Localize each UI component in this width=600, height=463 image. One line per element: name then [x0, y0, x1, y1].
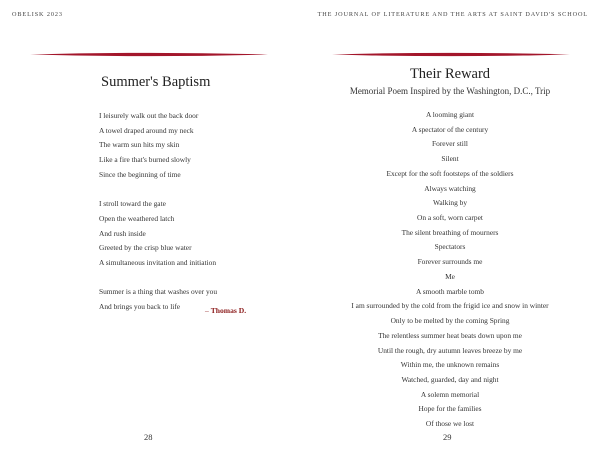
poem-body-left	[99, 111, 289, 317]
poem-line: Walking by	[432, 198, 468, 208]
right-page	[300, 0, 600, 463]
poem-body-right	[300, 110, 600, 434]
poem-line: The warm sun hits my skin	[99, 140, 180, 150]
poem-subtitle: Memorial Poem Inspired by the Washington, D.C., Trip	[349, 86, 551, 96]
author-credit	[205, 306, 246, 315]
poem-line: I am surrounded by the cold from the frigid ice and snow in winter	[351, 301, 549, 311]
poem-line: A towel draped around my neck	[99, 125, 194, 135]
poem-line: On a soft, worn carpet	[417, 213, 483, 223]
running-head-right: THE JOURNAL OF LITERATURE AND THE ARTS AT SAINT DAVID'S SCHOOL	[317, 11, 588, 18]
poem-line: Open the weathered latch	[99, 213, 175, 223]
decorative-rule-left	[30, 52, 268, 57]
poem-line: Watched, guarded, day and night	[401, 374, 499, 384]
poem-line: Me	[445, 271, 455, 281]
poem-line: Of those we lost	[425, 419, 475, 429]
poem-line: Silent	[441, 154, 459, 164]
poem-title-left: Summer's Baptism	[101, 74, 211, 90]
poem-line: A looming giant	[425, 110, 475, 119]
poem-line: I leisurely walk out the back door	[99, 111, 199, 120]
author-dash: –	[205, 306, 209, 315]
running-head-left: OBELISK 2023	[12, 11, 63, 18]
poem-line: And brings you back to life	[99, 301, 181, 311]
page-number-left: 28	[144, 432, 153, 442]
stanza-break	[99, 184, 289, 199]
poem-title-right: Their Reward	[409, 66, 491, 82]
poem-line: The silent breathing of mourners	[401, 227, 499, 237]
page-number-right: 29	[443, 432, 452, 442]
poem-line: A spectator of the century	[411, 124, 489, 134]
poem-line: A simultaneous invitation and initiation	[99, 257, 217, 267]
poem-line: Summer is a thing that washes over you	[99, 287, 218, 297]
poem-line: Forever surrounds me	[417, 257, 483, 267]
poem-line: Only to be melted by the coming Spring	[390, 316, 510, 326]
poem-line: Greeted by the crisp blue water	[99, 243, 192, 253]
poem-line: Hope for the families	[418, 404, 482, 414]
poem-line: I stroll toward the gate	[99, 199, 166, 209]
poem-line: Until the rough, dry autumn leaves breeze by me	[377, 345, 523, 355]
poem-line: Within me, the unknown remains	[400, 360, 500, 370]
poem-line: Always watching	[424, 183, 476, 193]
poem-line: A smooth marble tomb	[416, 286, 484, 296]
poem-line: Spectators	[434, 242, 466, 252]
poem-line: Since the beginning of time	[99, 169, 181, 179]
author-name: Thomas D.	[210, 306, 247, 315]
poem-line: And rush inside	[99, 228, 146, 238]
stanza-break	[99, 273, 289, 288]
poem-line: Like a fire that's burned slowly	[99, 155, 191, 165]
poem-line: The relentless summer heat beats down upon me	[378, 330, 522, 340]
decorative-rule-right	[332, 52, 570, 57]
poem-line: A solemn memorial	[420, 389, 480, 399]
poem-line: Forever still	[432, 139, 468, 149]
poem-line: Except for the soft footsteps of the soldiers	[386, 168, 514, 178]
